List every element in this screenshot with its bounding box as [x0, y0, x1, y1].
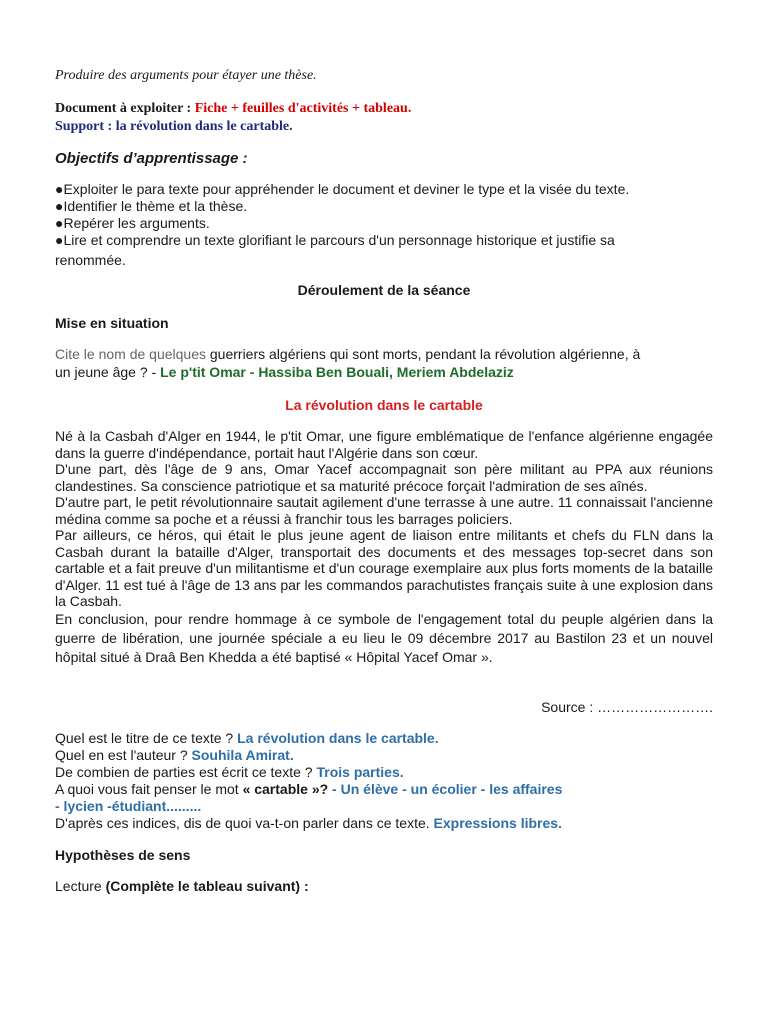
document-line	[55, 101, 411, 117]
mise-question-line1	[55, 346, 640, 362]
answer-text: La révolution dans le cartable.	[237, 730, 439, 746]
mise-question-grey: Cite le nom de quelques	[55, 346, 206, 362]
deroulement-heading: Déroulement de la séance	[297, 282, 471, 298]
document-label: Document à exploiter :	[55, 101, 195, 116]
support-line	[55, 119, 293, 135]
answer-text: Trois parties.	[316, 764, 404, 780]
question-text: D'après ces indices, dis de quoi va-t-on parler dans ce texte.	[55, 815, 434, 831]
objectif-continuation: renommée.	[55, 252, 126, 268]
text-paragraph: Par ailleurs, ce héros, qui était le plus jeune agent de liaison entre militants et chefs du FLN dans la Casbah durant la bataille d'Alger, transportait des documents et des messages top-secret dans son cartable et a fait preuve d'un militantisme et d'un courage exemplaire aux plus forts moments de la bataille d'Alger. 11 est tué à l'âge de 13 ans par les commandos parachutistes français suite à une explosion dans la Casbah.	[55, 527, 713, 609]
source-line: Source : …………………….	[541, 699, 713, 715]
text-paragraph: Né à la Casbah d'Alger en 1944, le p'tit Omar, une figure emblématique de l'enfance algérienne engagée dans la guerre d'indépendance, portait haut l'Algérie dans son cœur.	[55, 428, 713, 461]
text-body	[55, 428, 713, 667]
question-line	[55, 764, 404, 780]
lecture-line	[55, 878, 309, 894]
answer-text: Souhila Amirat.	[191, 747, 294, 763]
document-value: Fiche + feuilles d'activités + tableau.	[194, 101, 412, 116]
text-title: La révolution dans le cartable	[285, 397, 483, 413]
lecture-instruction: (Complète le tableau suivant) :	[105, 878, 309, 894]
mise-question-line2	[55, 364, 514, 380]
mise-answer: Le p'tit Omar - Hassiba Ben Bouali, Meriem Abdelaziz	[160, 364, 514, 380]
text-paragraph: D'une part, dès l'âge de 9 ans, Omar Yacef accompagnait son père militant au PPA aux réunions clandestines. Sa conscience patriotique et sa maturité précoce forçait l'admiration de ses aînés.	[55, 461, 713, 494]
objectif-item: ●Repérer les arguments.	[55, 215, 210, 231]
support-label: Support :	[55, 119, 116, 134]
answer-continuation: - lycien -étudiant.........	[55, 798, 202, 814]
answer-text: Expressions libres.	[433, 815, 562, 831]
question-line	[55, 815, 562, 831]
question-text: Quel en est l'auteur ?	[55, 747, 192, 763]
objectif-item: ●Identifier le thème et la thèse.	[55, 198, 248, 214]
question-line	[55, 781, 562, 797]
question-line	[55, 747, 294, 763]
mise-question-rest: guerriers algériens qui sont morts, pendant la révolution algérienne, à	[206, 346, 641, 362]
objectifs-heading: Objectifs d’apprentissage :	[55, 150, 248, 167]
question-text: Quel est le titre de ce texte ?	[55, 730, 238, 746]
question-line	[55, 730, 439, 746]
hypotheses-heading: Hypothèses de sens	[55, 847, 191, 863]
mise-en-situation-heading: Mise en situation	[55, 315, 169, 331]
lesson-subtitle: Produire des arguments pour étayer une thèse.	[55, 68, 317, 83]
lecture-label: Lecture	[55, 878, 106, 894]
objectif-item: ●Exploiter le para texte pour appréhender le document et deviner le type et la visée du texte.	[55, 181, 630, 197]
text-paragraph: D'autre part, le petit révolutionnaire sautait agilement d'une terrasse à une autre. 11 connaissait l'ancienne médina comme sa poche et a réussi à franchir tous les barrages policiers.	[55, 494, 713, 527]
mise-question-cont: un jeune âge ? -	[55, 364, 161, 380]
question-text: A quoi vous fait penser le mot	[55, 781, 243, 797]
answer-text: - Un élève - un écolier - les affaires	[328, 781, 563, 797]
question-text: De combien de parties est écrit ce texte ?	[55, 764, 317, 780]
question-keyword: « cartable »?	[242, 781, 329, 797]
text-paragraph: En conclusion, pour rendre hommage à ce symbole de l'engagement total du peuple algérien dans la guerre de libération, une journée spéciale a eu lieu le 09 décembre 2017 au Bastilon 23 et un nouvel hôpital situé à Draâ Ben Khedda a été baptisé « Hôpital Yacef Omar ».	[55, 610, 713, 665]
support-value: la révolution dans le cartable.	[115, 119, 293, 134]
objectif-item: ●Lire et comprendre un texte glorifiant le parcours d'un personnage historique et justifie sa	[55, 232, 615, 248]
